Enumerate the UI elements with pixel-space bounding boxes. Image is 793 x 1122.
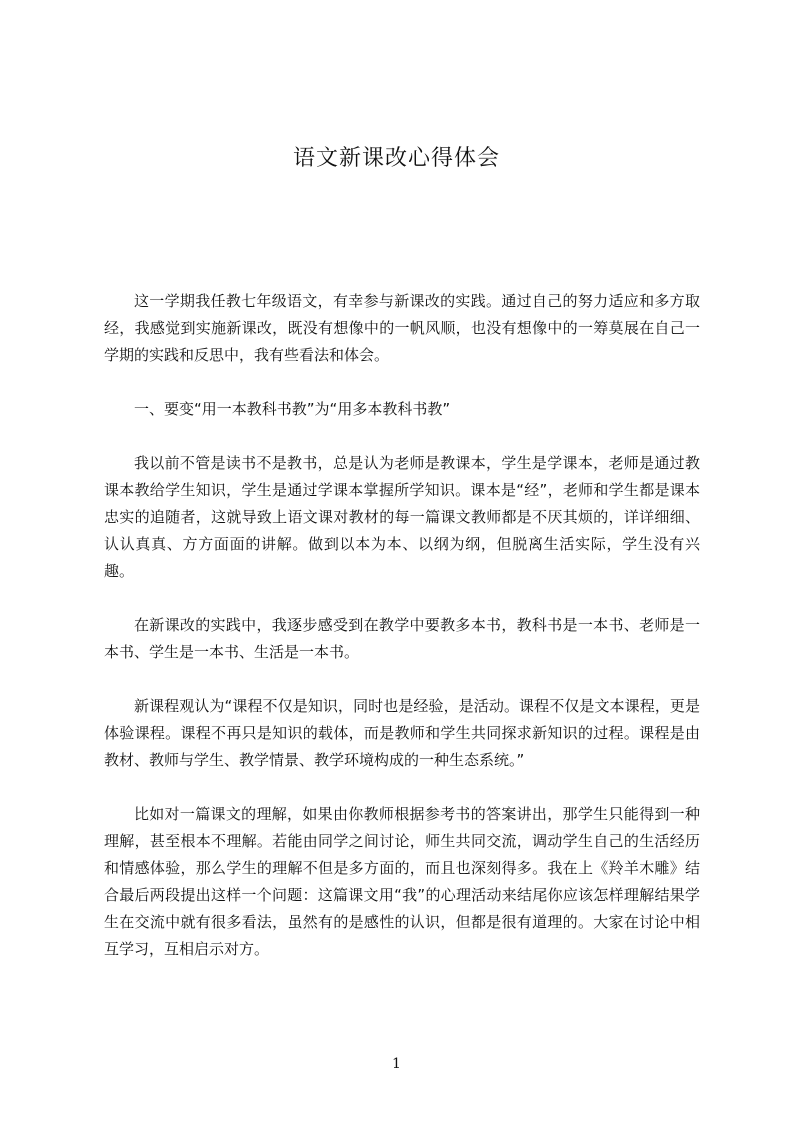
paragraph-textbook: 我以前不管是读书不是教书，总是认为老师是教课本，学生是学课本，老师是通过教课本教给学生知识，学生是通过学课本掌握所学知识。课本是“经”，老师和学生都是课本忠实的追随者，这就导致上语文课对教材的每一篇课文教师都是不厌其烦的，详详细细、认认真真、方方面面的讲解。做到以本为本、以纲为纲，但脱离生活实际，学生没有兴趣。 [104, 454, 700, 580]
section-heading: 一、要变“用一本教科书教”为“用多本教科书教” [134, 400, 451, 418]
document-body [104, 288, 700, 990]
paragraph-many-books: 在新课改的实践中，我逐步感受到在教学中要教多本书，教科书是一本书、老师是一本书、学生是一本书、生活是一本书。 [104, 616, 700, 661]
paragraph-intro: 这一学期我任教七年级语文，有幸参与新课改的实践。通过自己的努力适应和多方取经，我感觉到实施新课改，既没有想像中的一帆风顺，也没有想像中的一筹莫展在自己一学期的实践和反思中，我有些看法和体会。 [104, 292, 700, 364]
paragraph-example: 比如对一篇课文的理解，如果由你教师根据参考书的答案讲出，那学生只能得到一种理解，甚至根本不理解。若能由同学之间讨论，师生共同交流，调动学生自己的生活经历和情感体验，那么学生的理解不但是多方面的，而且也深刻得多。我在上《羚羊木雕》结合最后两段提出这样一个问题：这篇课文用“我”的心理活动来结尾你应该怎样理解结果学生在交流中就有很多看法，虽然有的是感性的认识，但都是很有道理的。大家在讨论中相互学习，互相启示对方。 [104, 805, 700, 958]
document-title: 语文新课改心得体会 [292, 146, 500, 171]
paragraph-curriculum-view: 新课程观认为“课程不仅是知识，同时也是经验，是活动。课程不仅是文本课程，更是体验课程。课程不再只是知识的载体，而是教师和学生共同探求新知识的过程。课程是由教材、教师与学生、教学情景、教学环境构成的一种生态系统。” [104, 697, 700, 769]
page-number: 1 [392, 1056, 401, 1072]
